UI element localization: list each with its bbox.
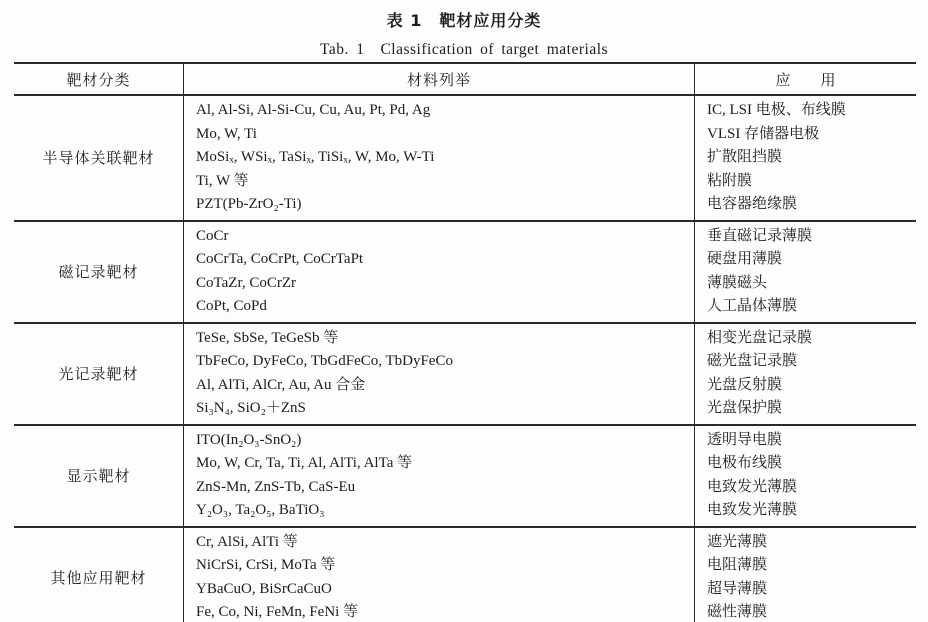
table-group-row xyxy=(14,96,916,222)
material-line: NiCrSi, CrSi, MoTa 等 xyxy=(196,557,336,573)
application-line: 扩散阻挡膜 xyxy=(707,149,783,165)
application-line: 粘附膜 xyxy=(707,172,753,189)
material-line: CoCr xyxy=(196,227,229,244)
material-line: Fe, Co, Ni, FeMn, FeNi 等 xyxy=(196,604,359,620)
material-line: CoPt, CoPd xyxy=(196,298,267,314)
table-group-row xyxy=(14,324,916,426)
material-line: ITO(In₂O₃-SnO₂) xyxy=(196,431,302,448)
material-line: CoCrTa, CoCrPt, CoCrTaPt xyxy=(196,251,364,267)
applications-cell xyxy=(695,528,916,622)
material-line: Ti, W 等 xyxy=(196,172,249,189)
category-cell: 显示靶材 xyxy=(14,426,184,526)
materials-cell xyxy=(184,96,695,220)
materials-cell xyxy=(184,528,695,622)
category-cell: 磁记录靶材 xyxy=(14,222,184,322)
material-line: Cr, AlSi, AlTi 等 xyxy=(196,533,298,550)
materials-cell xyxy=(184,324,695,424)
table-body xyxy=(14,96,916,622)
material-line: ZnS-Mn, ZnS-Tb, CaS-Eu xyxy=(196,478,356,495)
application-line: 人工晶体薄膜 xyxy=(707,298,798,314)
applications-cell xyxy=(695,96,916,220)
material-line: MoSiₓ, WSiₓ, TaSiₓ, TiSiₓ, W, Mo, W-Ti xyxy=(196,149,435,165)
material-line: TeSe, SbSe, TeGeSb 等 xyxy=(196,329,339,346)
application-line: IC, LSI 电极、布线膜 xyxy=(707,102,846,118)
material-line: CoTaZr, CoCrZr xyxy=(196,274,296,291)
application-line: 电致发光薄膜 xyxy=(707,478,798,495)
applications-cell xyxy=(695,324,916,424)
material-line: Mo, W, Ti xyxy=(196,125,257,142)
table-group-row xyxy=(14,528,916,622)
material-line: TbFeCo, DyFeCo, TbGdFeCo, TbDyFeCo xyxy=(196,353,453,369)
application-line: 电阻薄膜 xyxy=(707,557,768,573)
header-category: 靶材分类 xyxy=(14,64,184,94)
application-line: 垂直磁记录薄膜 xyxy=(707,227,813,244)
application-line: 光盘反射膜 xyxy=(707,376,783,393)
application-line: 超导薄膜 xyxy=(707,580,768,597)
table-header-row xyxy=(14,64,916,96)
material-line: Mo, W, Cr, Ta, Ti, Al, AlTi, AlTa 等 xyxy=(196,455,413,471)
application-line: 磁性薄膜 xyxy=(707,604,768,620)
materials-cell xyxy=(184,426,695,526)
header-materials: 材料列举 xyxy=(184,64,695,94)
materials-cell xyxy=(184,222,695,322)
applications-cell xyxy=(695,426,916,526)
classification-table xyxy=(14,62,916,622)
application-line: 电极布线膜 xyxy=(707,455,783,471)
application-line: 电容器绝缘膜 xyxy=(707,196,798,212)
material-line: Y₂O₃, Ta₂O₅, BaTiO₃ xyxy=(196,502,325,518)
table-group-row xyxy=(14,222,916,324)
material-line: Si₃N₄, SiO₂＋ZnS xyxy=(196,400,306,416)
table-title-zh: 表 1 靶材应用分类 xyxy=(386,11,542,30)
application-line: 电致发光薄膜 xyxy=(707,502,798,518)
application-line: 硬盘用薄膜 xyxy=(707,251,783,267)
material-line: Al, Al-Si, Al-Si-Cu, Cu, Au, Pt, Pd, Ag xyxy=(196,102,431,118)
category-cell: 其他应用靶材 xyxy=(14,528,184,622)
header-application: 应 用 xyxy=(775,72,836,89)
application-line: 光盘保护膜 xyxy=(707,400,783,416)
application-line: 磁光盘记录膜 xyxy=(707,353,798,369)
table-group-row xyxy=(14,426,916,528)
applications-cell xyxy=(695,222,916,322)
category-cell: 光记录靶材 xyxy=(14,324,184,424)
table-title-en: Tab. 1 Classification of target materials xyxy=(319,41,609,58)
application-line: 透明导电膜 xyxy=(707,431,783,448)
application-line: 遮光薄膜 xyxy=(707,533,768,550)
material-line: YBaCuO, BiSrCaCuO xyxy=(196,580,332,597)
material-line: PZT(Pb-ZrO₂-Ti) xyxy=(196,196,302,212)
category-cell: 半导体关联靶材 xyxy=(14,96,184,220)
application-line: 相变光盘记录膜 xyxy=(707,329,813,346)
application-line: 薄膜磁头 xyxy=(707,274,768,291)
material-line: Al, AlTi, AlCr, Au, Au 合金 xyxy=(196,376,366,393)
application-line: VLSI 存储器电极 xyxy=(707,125,820,142)
